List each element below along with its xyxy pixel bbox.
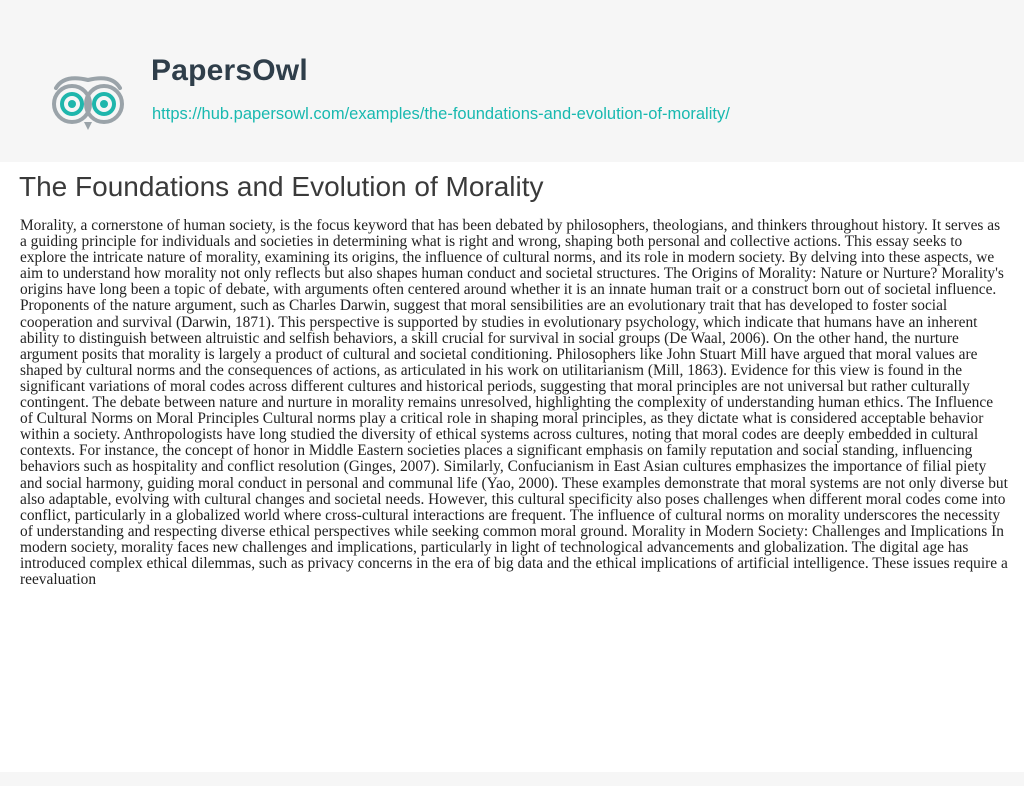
source-url-link[interactable]: https://hub.papersowl.com/examples/the-foundations-and-evolution-of-morality/: [152, 105, 730, 123]
essay-body: Morality, a cornerstone of human society, is the focus keyword that has been debated by philosophers, theologians, and thinkers throughout history. It serves as a guiding principle for individuals and societies in determining what is right and wrong, shaping both personal and collective actions. This essay seeks to explore the intricate nature of morality, examining its origins, the influence of cultural norms, and its role in modern society. By delving into these aspects, we aim to understand how morality not only reflects but also shapes human conduct and societal structures. The Origins of Morality: Nature or Nurture? Morality's origins have long been a topic of debate, with arguments often centered around whether it is an innate human trait or a construct born out of societal influence. Proponents of the nature argument, such as Charles Darwin, suggest that moral sensibilities are an evolutionary trait that has developed to foster social cooperation and survival (Darwin, 1871). This perspective is supported by studies in evolutionary psychology, which indicate that humans have an inherent ability to distinguish between altruistic and selfish behaviors, a skill crucial for survival in social groups (De Waal, 2006). On the other hand, the nurture argument posits that morality is largely a product of cultural and societal conditioning. Philosophers like John Stuart Mill have argued that moral values are shaped by cultural norms and the consequences of actions, as articulated in his work on utilitarianism (Mill, 1863). Evidence for this view is found in the significant variations of moral codes across different cultures and historical periods, suggesting that moral principles are not universal but rather culturally contingent. The debate between nature and nurture in morality remains unresolved, highlighting the complexity of understanding human ethics. The Influence of Cultural Norms on Moral Principles Cultural norms play a critical role in shaping moral principles, as they dictate what is considered acceptable behavior within a society. Anthropologists have long studied the diversity of ethical systems across cultures, noting that moral codes are deeply embedded in cultural contexts. For instance, the concept of honor in Middle Eastern societies places a significant emphasis on family reputation and social standing, influencing behaviors such as hospitality and conflict resolution (Ginges, 2007). Similarly, Confucianism in East Asian cultures emphasizes the importance of filial piety and social harmony, guiding moral conduct in personal and communal life (Yao, 2000). These examples demonstrate that moral systems are not only diverse but also adaptable, evolving with cultural changes and societal needs. However, this cultural specificity also poses challenges when different moral codes come into conflict, particularly in a globalized world where cross-cultural interactions are frequent. The influence of cultural norms on morality underscores the necessity of understanding and respecting diverse ethical perspectives while seeking common moral ground. Morality in Modern Society: Challenges and Implications In modern society, morality faces new challenges and implications, particularly in light of technological advancements and globalization. The digital age has introduced complex ethical dilemmas, such as privacy concerns in the era of big data and the ethical implications of artificial intelligence. These issues require a reevaluation: [20, 217, 1008, 589]
owl-logo-icon: [48, 70, 128, 132]
footer-band: [0, 772, 1024, 786]
page-title: The Foundations and Evolution of Morality: [19, 171, 544, 202]
brand-name[interactable]: PapersOwl: [151, 54, 308, 87]
